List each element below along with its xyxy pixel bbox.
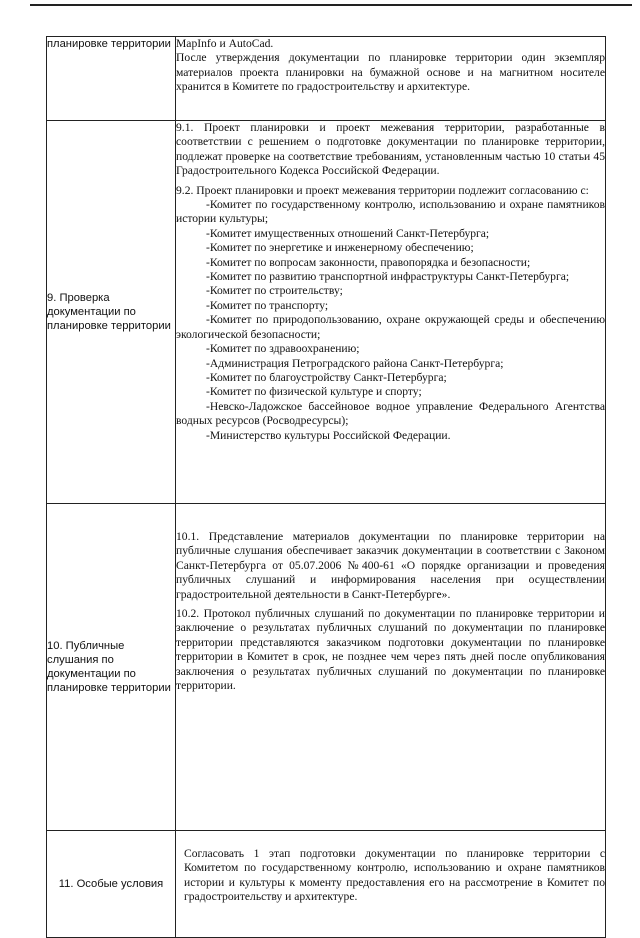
paragraph: После утверждения документации по планировке территории один экземпляр материалов проекта планировки на бумажной основе и на магнитном носителе хранится в Комитете по градостроительству и архитектуре. bbox=[176, 51, 605, 94]
list-item: -Комитет по развитию транспортной инфраструктуры Санкт-Петербурга; bbox=[206, 270, 570, 284]
table-row bbox=[47, 37, 606, 121]
row-content bbox=[176, 504, 606, 831]
list-item: -Министерство культуры Российской Федерации. bbox=[206, 428, 451, 442]
list-item: -Комитет имущественных отношений Санкт-Петербурга; bbox=[206, 226, 490, 240]
list-item: -Комитет по здравоохранению; bbox=[206, 342, 360, 356]
list-item: -Комитет по энергетике и инженерному обеспечению; bbox=[206, 241, 474, 255]
list-item: -Комитет по физической культуре и спорту; bbox=[206, 385, 422, 399]
list-item: -Комитет по транспорту; bbox=[206, 298, 329, 312]
row-label: планировке территории bbox=[47, 37, 176, 121]
list-item: -Комитет по благоустройству Санкт-Петербурга; bbox=[206, 370, 447, 384]
paragraph-10-2: 10.2. Протокол публичных слушаний по документации по планировке территории и заключение о результатах публичных слушаний по документации по планировке территории представляются заказчиком подготовки документации по планировке территории в Комитет в срок, не позднее чем через пять дней после опубликования заключения о результатах публичных слушаний по документации по планировке территории. bbox=[176, 607, 605, 693]
list-item: -Комитет по вопросам законности, правопорядка и безопасности; bbox=[206, 255, 531, 269]
row-content bbox=[176, 121, 606, 504]
requirements-table bbox=[46, 36, 606, 938]
row-content bbox=[176, 831, 606, 938]
row-label: 11. Особые условия bbox=[47, 831, 176, 938]
list-item: -Администрация Петроградского района Санкт-Петербурга; bbox=[206, 356, 504, 370]
row-label: 10. Публичные слушания по документации по планировке территории bbox=[47, 504, 176, 831]
table-row bbox=[47, 121, 606, 504]
table-row bbox=[47, 831, 606, 938]
paragraph: MapInfo и AutoCad. bbox=[176, 37, 274, 50]
table-row bbox=[47, 504, 606, 831]
list-item: -Комитет по государственному контролю, использованию и охране памятников истории культуры; bbox=[176, 198, 605, 226]
row-label: 9. Проверка документации по планировке территории bbox=[47, 121, 176, 504]
paragraph-10-1: 10.1. Представление материалов документации по планировке территории на публичные слушания обеспечивает заказчик документации в соответствии с Законом Санкт-Петербурга от 05.07.2006 №400-61 «О порядке организации и проведения публичных слушаний и информирования населения при осуществлении градостроительной деятельности в Санкт-Петербурге». bbox=[176, 530, 605, 601]
row-content bbox=[176, 37, 606, 121]
list-item: -Комитет по строительству; bbox=[206, 284, 343, 298]
list-item: -Невско-Ладожское бассейновое водное управление Федерального Агентства водных ресурсов (Росводресурсы); bbox=[176, 399, 605, 428]
list-item: -Комитет по природопользованию, охране окружающей среды и обеспечению экологической безопасности; bbox=[176, 313, 605, 341]
paragraph-9-1: 9.1. Проект планировки и проект межевания территории, разработанные в соответствии с решением о подготовке документации по планировке территории, подлежат проверке на соответствие требованиям, установленным частью 10 статьи 45 Градостроительного Кодекса Российской Федерации. bbox=[176, 121, 605, 178]
paragraph-9-2: 9.2. Проект планировки и проект межевания территории подлежит согласованию с: bbox=[176, 183, 589, 197]
paragraph-11: Согласовать 1 этап подготовки документации по планировке территории с Комитетом по государственному контролю, использованию и охране памятников истории и культуры к моменту предоставления его на рассмотрение в Комитет по градостроительству и архитектуре. bbox=[184, 847, 605, 904]
top-rule bbox=[30, 4, 632, 6]
